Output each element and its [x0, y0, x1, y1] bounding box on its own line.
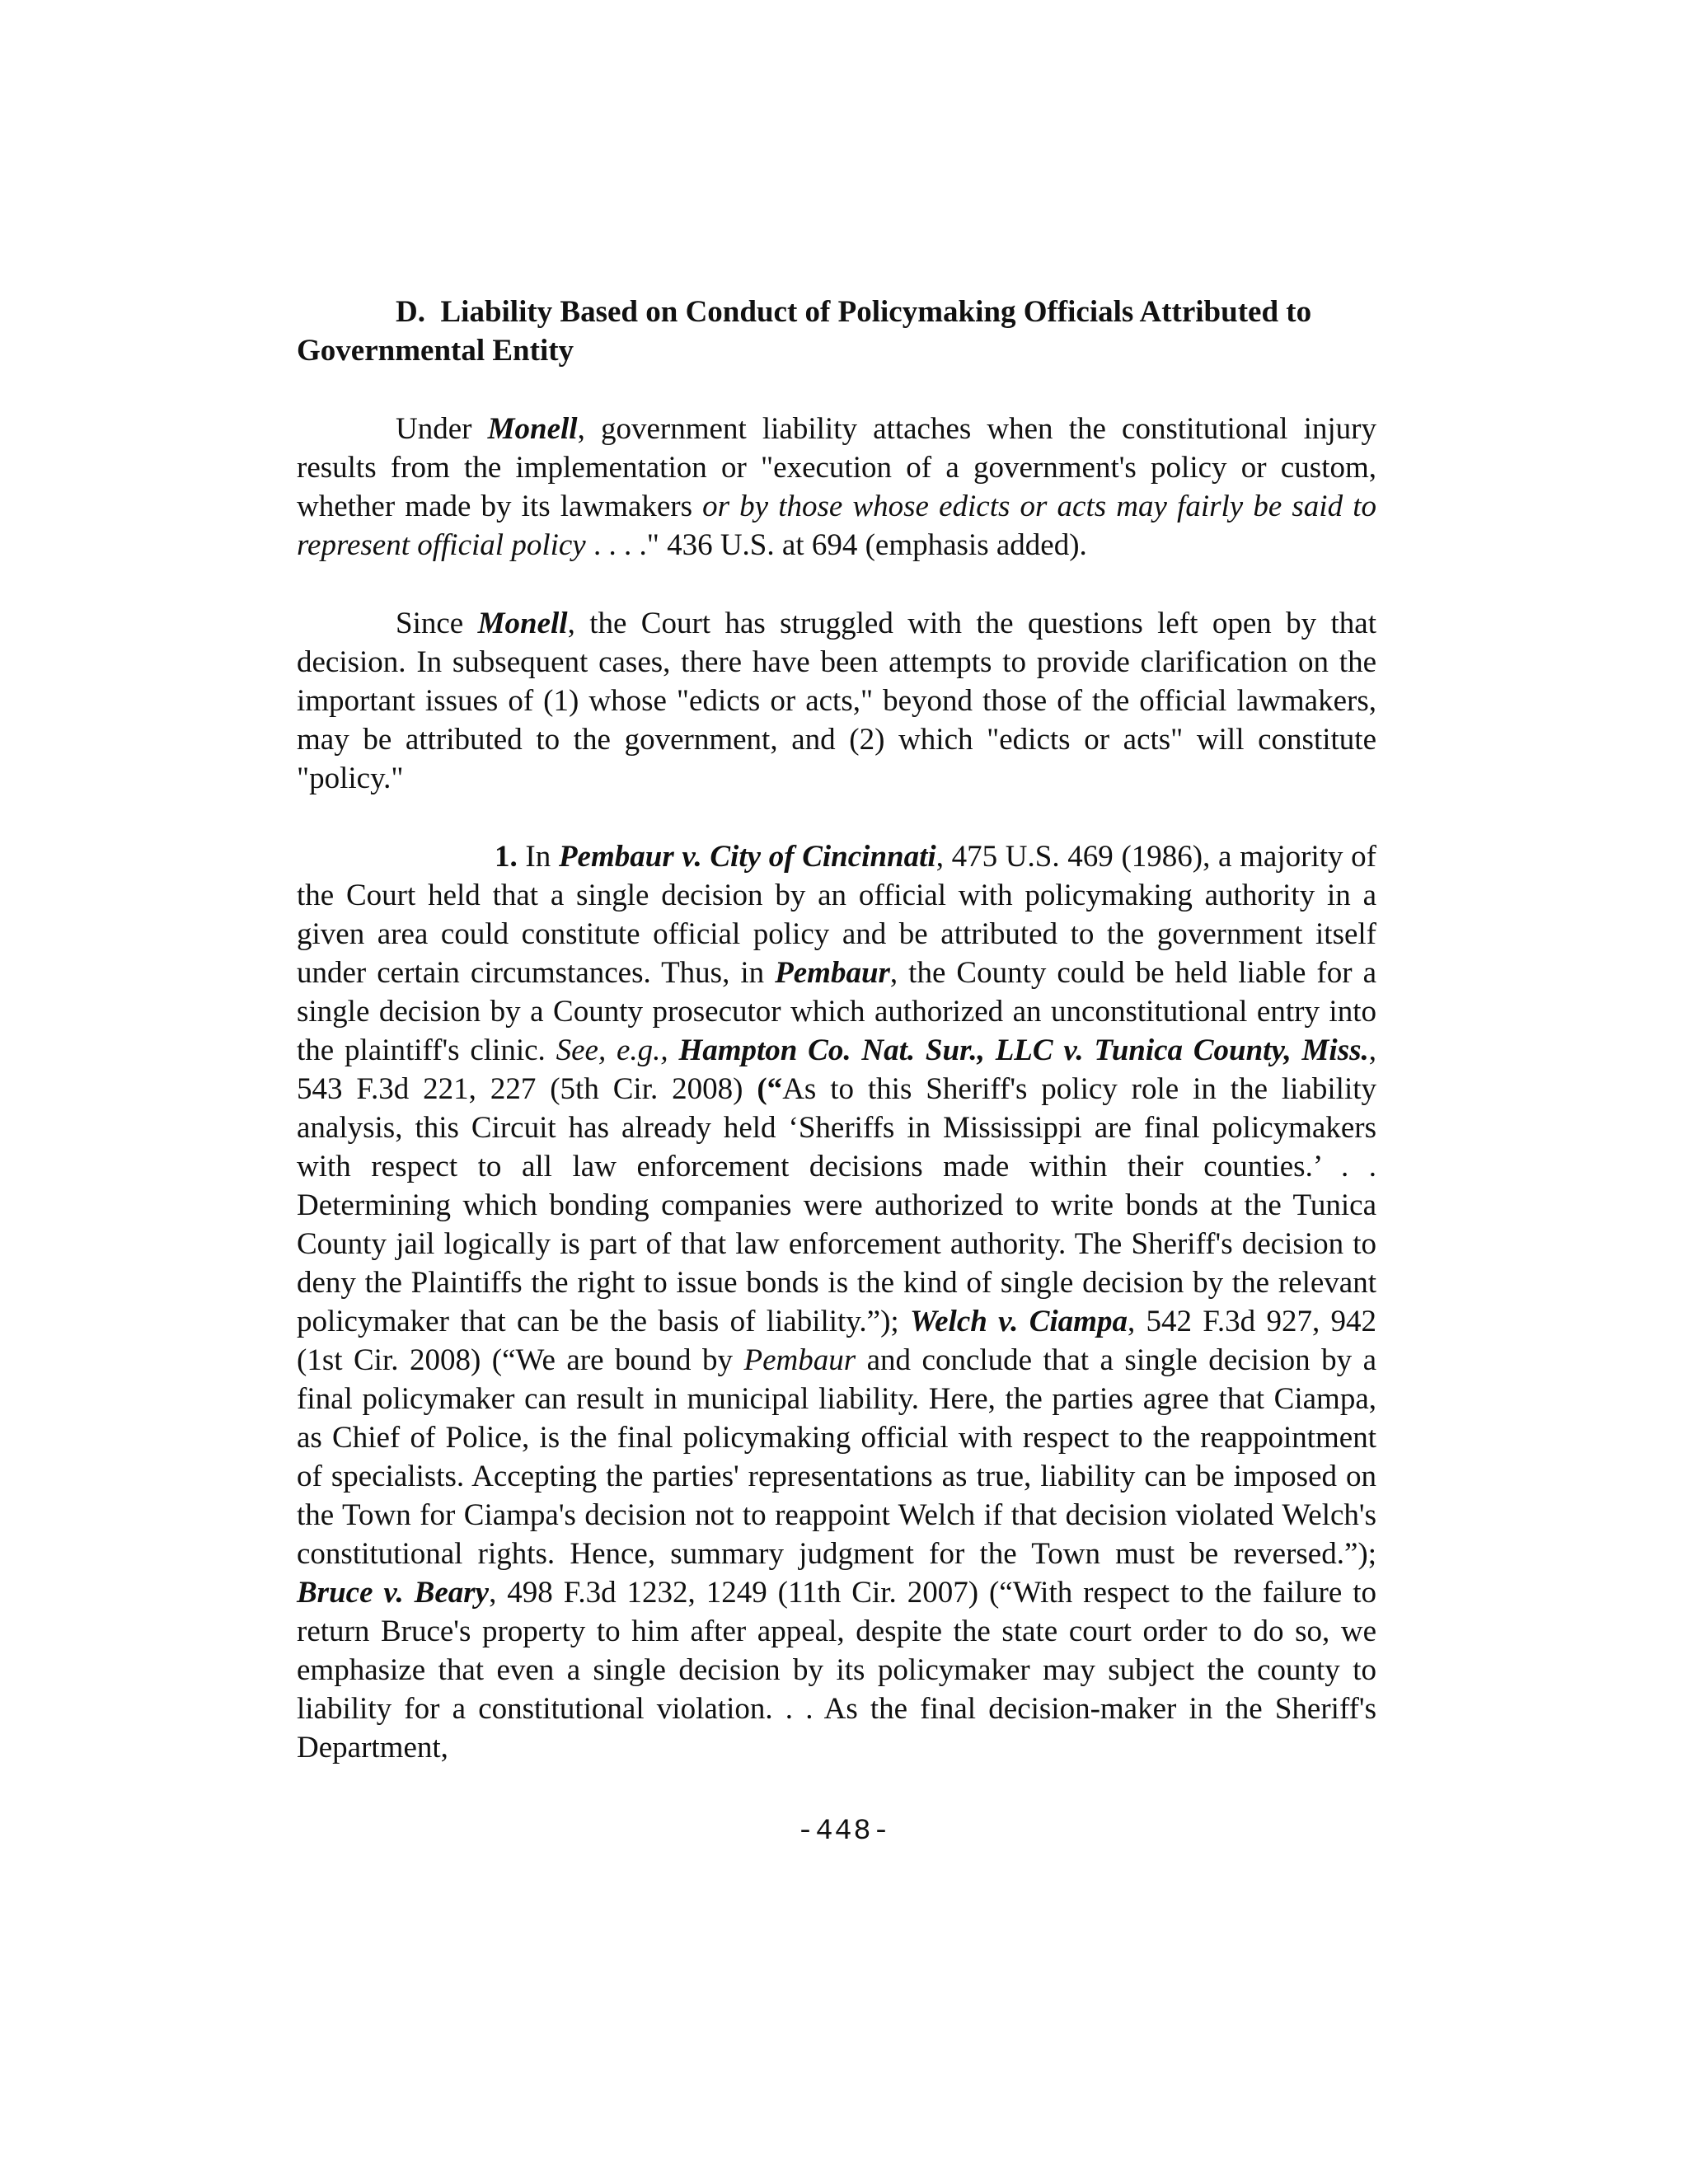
signal-see-eg: See, e.g.,: [556, 1033, 668, 1067]
text-run: , 542 F.3d 927, 942 (1st Cir. 2008) (“We are bound by: [297, 1305, 1376, 1377]
section-letter: D.: [396, 295, 425, 329]
case-name-bruce: Bruce v. Beary: [297, 1576, 490, 1610]
case-name-pembaur-italic: Pembaur: [743, 1343, 856, 1377]
case-name-monell: Monell: [487, 412, 578, 446]
paragraph-monell-intro: [297, 410, 1376, 565]
item-number: 1.: [495, 840, 518, 874]
text-run: , the County could be held liable for a single decision by a County prosecutor which authorized an unconstitutional entry into the plaintiff's clinic.: [297, 956, 1376, 1067]
section-heading: [297, 293, 1376, 370]
text-run: and conclude that a single decision by a final policymaker can result in municipal liability. Here, the parties agree that Ciampa, as Chief of Police, is the final policymaking official with respect to the reappointment of specialists. Accepting the parties' representations as true, liability can be imposed on the Town for Ciampa's decision not to reappoint Welch if that decision violated Welch's constitutional rights. Hence, summary judgment for the Town must be reversed.”);: [297, 1343, 1376, 1571]
document-page: [297, 293, 1376, 1767]
case-name-welch: Welch v. Ciampa: [909, 1305, 1128, 1338]
text-run: [668, 1033, 679, 1067]
text-run: In: [517, 840, 559, 874]
page-number: -448-: [796, 1815, 892, 1848]
text-run: , 498 F.3d 1232, 1249 (11th Cir. 2007) (“With respect to the failure to return Bruce's property to him after appeal, despite the state court order to do so, we emphasize that even a single decision by its policymaker may subject the county to liability for a constitutional violation. . . As the final decision-maker in the Sheriff's Department,: [297, 1576, 1376, 1765]
case-name-hampton: Hampton Co. Nat. Sur., LLC v. Tunica County, Miss.: [678, 1033, 1369, 1067]
text-run: , the Court has struggled with the questions left open by that decision. In subsequent cases, there have been attempts to provide clarification on the important issues of (1) whose "edicts or acts," beyond those of the official lawmakers, may be attributed to the government, and (2) which "edicts or acts" will constitute "policy.": [297, 607, 1376, 795]
open-quote: (“: [757, 1072, 783, 1106]
text-run: , 475 U.S. 469 (1986), a majority of the Court held that a single decision by an official with policymaking authority in a given area could constitute official policy and be attributed to the government itself under certain circumstances. Thus, in: [297, 840, 1377, 990]
section-title: Liability Based on Conduct of Policymaking Officials Attributed to Governmental Entity: [297, 295, 1312, 368]
text-run: . . . ." 436 U.S. at 694 (emphasis added).: [585, 528, 1087, 562]
text-run: As to this Sheriff's policy role in the liability analysis, this Circuit has already held ‘Sheriffs in Mississippi are final policymakers with respect to all law enforcement decisions made within their counties.’ . . Determining which bonding companies were authorized to write bonds at the Tunica County jail logically is part of that law enforcement authority. The Sheriff's decision to deny the Plaintiffs the right to issue bonds is the kind of single decision by the relevant policymaker that can be the basis of liability.”);: [297, 1072, 1376, 1338]
paragraph-pembaur: [297, 837, 1376, 1767]
emphasized-quote: or by those whose edicts or acts may fairly be said to represent official policy: [297, 490, 1376, 562]
case-name-monell: Monell: [477, 607, 568, 640]
text-run: Under: [396, 412, 488, 446]
text-run: , government liability attaches when the constitutional injury results from the implementation or "execution of a government's policy or custom, whether made by its lawmakers: [297, 412, 1377, 523]
text-run: Since: [396, 607, 478, 640]
case-name-pembaur: Pembaur v. City of Cincinnati: [558, 840, 936, 874]
paragraph-since-monell: [297, 604, 1376, 798]
text-run: , 543 F.3d 221, 227 (5th Cir. 2008): [297, 1033, 1377, 1106]
case-name-pembaur-short: Pembaur: [775, 956, 890, 990]
